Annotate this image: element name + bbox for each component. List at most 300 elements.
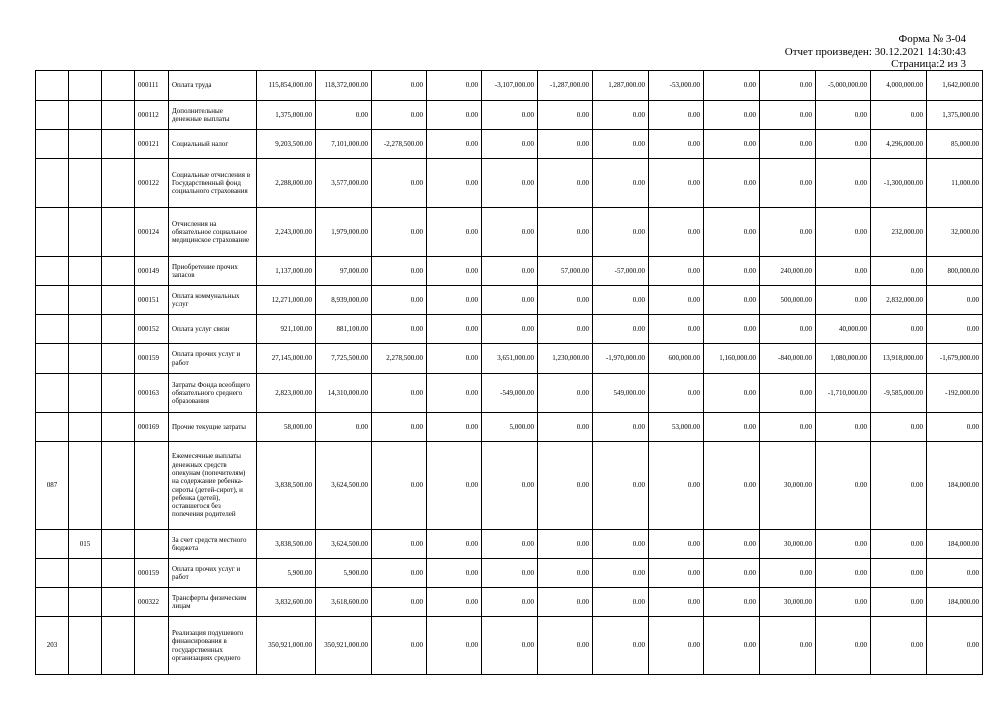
amount-cell: 0.00: [649, 588, 704, 617]
table-row: [36, 208, 983, 257]
amount-cell: 0.00: [538, 208, 593, 257]
amount-cell: 14,310,000.00: [316, 374, 372, 413]
amount-cell: 350,921,000.00: [316, 617, 372, 675]
program-code-cell: [36, 130, 69, 159]
amount-cell: -1,970,000.00: [593, 344, 649, 374]
amount-cell: 3,838,500.00: [257, 442, 316, 530]
amount-cell: 0.00: [372, 617, 427, 675]
amount-cell: 0.00: [593, 588, 649, 617]
amount-cell: -2,278,500.00: [372, 130, 427, 159]
specifics-code-cell: 000322: [135, 588, 169, 617]
amount-cell: 27,145,000.00: [257, 344, 316, 374]
empty-cell: [102, 101, 135, 130]
amount-cell: 0.00: [372, 442, 427, 530]
amount-cell: 0.00: [372, 159, 427, 208]
amount-cell: 1,375,000.00: [927, 101, 983, 130]
amount-cell: 184,000.00: [927, 530, 983, 559]
empty-cell: [102, 208, 135, 257]
amount-cell: 0.00: [816, 130, 871, 159]
amount-cell: 0.00: [816, 442, 871, 530]
amount-cell: 3,624,500.00: [316, 530, 372, 559]
amount-cell: 0.00: [704, 208, 760, 257]
amount-cell: 0.00: [372, 101, 427, 130]
subprogram-code-cell: [69, 617, 102, 675]
amount-cell: 0.00: [538, 559, 593, 588]
amount-cell: 0.00: [704, 374, 760, 413]
amount-cell: 3,832,600.00: [257, 588, 316, 617]
amount-cell: 2,832,000.00: [871, 286, 927, 315]
amount-cell: 1,137,000.00: [257, 257, 316, 286]
amount-cell: 240,000.00: [760, 257, 816, 286]
subprogram-code-cell: [69, 315, 102, 344]
table-row: [36, 442, 983, 530]
amount-cell: 1,979,000.00: [316, 208, 372, 257]
amount-cell: 1,642,000.00: [927, 71, 983, 101]
amount-cell: 118,372,000.00: [316, 71, 372, 101]
amount-cell: 0.00: [927, 559, 983, 588]
empty-cell: [102, 257, 135, 286]
amount-cell: 0.00: [816, 101, 871, 130]
amount-cell: 115,854,000.00: [257, 71, 316, 101]
amount-cell: 0.00: [927, 315, 983, 344]
amount-cell: 184,000.00: [927, 442, 983, 530]
amount-cell: -9,585,000.00: [871, 374, 927, 413]
amount-cell: 0.00: [427, 71, 482, 101]
amount-cell: 0.00: [649, 617, 704, 675]
amount-cell: 0.00: [427, 208, 482, 257]
program-code-cell: [36, 315, 69, 344]
amount-cell: 0.00: [593, 159, 649, 208]
subprogram-code-cell: [69, 442, 102, 530]
specifics-code-cell: 000151: [135, 286, 169, 315]
amount-cell: 11,000.00: [927, 159, 983, 208]
amount-cell: 184,000.00: [927, 588, 983, 617]
amount-cell: 1,160,000.00: [704, 344, 760, 374]
table-row: [36, 413, 983, 442]
item-name-cell: Оплата прочих услуг и работ: [169, 344, 257, 374]
amount-cell: 0.00: [538, 315, 593, 344]
item-name-cell: Оплата коммунальных услуг: [169, 286, 257, 315]
amount-cell: 0.00: [760, 208, 816, 257]
amount-cell: 0.00: [871, 530, 927, 559]
specifics-code-cell: 000121: [135, 130, 169, 159]
amount-cell: 30,000.00: [760, 442, 816, 530]
amount-cell: 0.00: [871, 413, 927, 442]
amount-cell: 0.00: [816, 588, 871, 617]
subprogram-code-cell: [69, 159, 102, 208]
amount-cell: 0.00: [316, 101, 372, 130]
specifics-code-cell: [135, 442, 169, 530]
table-row: [36, 257, 983, 286]
amount-cell: 0.00: [760, 374, 816, 413]
amount-cell: 0.00: [649, 374, 704, 413]
amount-cell: -1,710,000.00: [816, 374, 871, 413]
amount-cell: 4,296,000.00: [871, 130, 927, 159]
amount-cell: 0.00: [871, 588, 927, 617]
amount-cell: 0.00: [427, 130, 482, 159]
amount-cell: 0.00: [816, 208, 871, 257]
amount-cell: 0.00: [372, 315, 427, 344]
amount-cell: 0.00: [760, 159, 816, 208]
amount-cell: 0.00: [372, 588, 427, 617]
amount-cell: 8,939,000.00: [316, 286, 372, 315]
amount-cell: 30,000.00: [760, 530, 816, 559]
specifics-code-cell: [135, 617, 169, 675]
amount-cell: -840,000.00: [760, 344, 816, 374]
program-code-cell: [36, 159, 69, 208]
subprogram-code-cell: [69, 257, 102, 286]
amount-cell: 0.00: [372, 374, 427, 413]
amount-cell: -1,287,000.00: [538, 71, 593, 101]
amount-cell: 0.00: [704, 588, 760, 617]
item-name-cell: Затраты Фонда всеобщего обязательного среднего образования: [169, 374, 257, 413]
specifics-code-cell: [135, 530, 169, 559]
amount-cell: 0.00: [649, 257, 704, 286]
amount-cell: 0.00: [482, 588, 538, 617]
empty-cell: [102, 442, 135, 530]
item-name-cell: За счет средств местного бюджета: [169, 530, 257, 559]
amount-cell: 0.00: [427, 257, 482, 286]
amount-cell: -1,300,000.00: [871, 159, 927, 208]
amount-cell: 32,000.00: [927, 208, 983, 257]
subprogram-code-cell: [69, 559, 102, 588]
item-name-cell: Приобретение прочих запасов: [169, 257, 257, 286]
amount-cell: 0.00: [538, 159, 593, 208]
program-code-cell: [36, 208, 69, 257]
amount-cell: 0.00: [649, 315, 704, 344]
amount-cell: 549,000.00: [593, 374, 649, 413]
amount-cell: 0.00: [482, 315, 538, 344]
program-code-cell: [36, 530, 69, 559]
amount-cell: 0.00: [427, 159, 482, 208]
subprogram-code-cell: [69, 286, 102, 315]
empty-cell: [102, 130, 135, 159]
table-row: [36, 315, 983, 344]
program-code-cell: [36, 588, 69, 617]
amount-cell: 0.00: [816, 286, 871, 315]
amount-cell: 0.00: [760, 617, 816, 675]
amount-cell: 0.00: [427, 374, 482, 413]
amount-cell: 0.00: [593, 130, 649, 159]
amount-cell: -5,000,000.00: [816, 71, 871, 101]
amount-cell: 0.00: [704, 101, 760, 130]
amount-cell: 0.00: [427, 315, 482, 344]
table-row: [36, 617, 983, 675]
table-body: [36, 71, 983, 675]
table-row: [36, 71, 983, 101]
program-code-cell: [36, 257, 69, 286]
amount-cell: 0.00: [760, 559, 816, 588]
specifics-code-cell: 000122: [135, 159, 169, 208]
amount-cell: 0.00: [649, 159, 704, 208]
amount-cell: 0.00: [816, 413, 871, 442]
amount-cell: 0.00: [871, 101, 927, 130]
item-name-cell: Дополнительные денежные выплаты: [169, 101, 257, 130]
amount-cell: 0.00: [593, 286, 649, 315]
item-name-cell: Трансферты физическим лицам: [169, 588, 257, 617]
amount-cell: 58,000.00: [257, 413, 316, 442]
amount-cell: 0.00: [372, 413, 427, 442]
amount-cell: 0.00: [427, 559, 482, 588]
amount-cell: 0.00: [704, 159, 760, 208]
item-name-cell: Оплата услуг связи: [169, 315, 257, 344]
amount-cell: 0.00: [538, 286, 593, 315]
amount-cell: 0.00: [704, 315, 760, 344]
amount-cell: 0.00: [649, 442, 704, 530]
amount-cell: 0.00: [649, 101, 704, 130]
amount-cell: 97,000.00: [316, 257, 372, 286]
amount-cell: 0.00: [927, 286, 983, 315]
empty-cell: [102, 315, 135, 344]
subprogram-code-cell: [69, 413, 102, 442]
amount-cell: 9,203,500.00: [257, 130, 316, 159]
amount-cell: -57,000.00: [593, 257, 649, 286]
item-name-cell: Оплата прочих услуг и работ: [169, 559, 257, 588]
amount-cell: 0.00: [316, 413, 372, 442]
amount-cell: 40,000.00: [816, 315, 871, 344]
amount-cell: 3,838,500.00: [257, 530, 316, 559]
table-row: [36, 588, 983, 617]
subprogram-code-cell: [69, 374, 102, 413]
amount-cell: 0.00: [593, 617, 649, 675]
specifics-code-cell: 000152: [135, 315, 169, 344]
amount-cell: 3,577,000.00: [316, 159, 372, 208]
amount-cell: 0.00: [482, 130, 538, 159]
program-code-cell: [36, 374, 69, 413]
amount-cell: 0.00: [372, 71, 427, 101]
amount-cell: 881,100.00: [316, 315, 372, 344]
amount-cell: 0.00: [871, 442, 927, 530]
amount-cell: 0.00: [372, 286, 427, 315]
amount-cell: 0.00: [649, 130, 704, 159]
amount-cell: 1,230,000.00: [538, 344, 593, 374]
amount-cell: 0.00: [816, 159, 871, 208]
amount-cell: 13,918,000.00: [871, 344, 927, 374]
amount-cell: -3,107,000.00: [482, 71, 538, 101]
program-code-cell: [36, 559, 69, 588]
amount-cell: 500,000.00: [760, 286, 816, 315]
program-code-cell: [36, 286, 69, 315]
amount-cell: 0.00: [593, 559, 649, 588]
budget-table: [35, 70, 983, 675]
amount-cell: 0.00: [482, 286, 538, 315]
amount-cell: 53,000.00: [649, 413, 704, 442]
amount-cell: 2,288,000.00: [257, 159, 316, 208]
empty-cell: [102, 413, 135, 442]
item-name-cell: Социальные отчисления в Государственный фонд социального страхования: [169, 159, 257, 208]
amount-cell: 5,000.00: [482, 413, 538, 442]
amount-cell: 0.00: [871, 257, 927, 286]
table-row: [36, 101, 983, 130]
amount-cell: 2,243,000.00: [257, 208, 316, 257]
program-code-cell: [36, 101, 69, 130]
amount-cell: 0.00: [427, 413, 482, 442]
amount-cell: 0.00: [593, 530, 649, 559]
amount-cell: 0.00: [593, 315, 649, 344]
amount-cell: 3,651,000.00: [482, 344, 538, 374]
amount-cell: 0.00: [427, 101, 482, 130]
table-row: [36, 530, 983, 559]
amount-cell: 0.00: [704, 286, 760, 315]
specifics-code-cell: 000163: [135, 374, 169, 413]
empty-cell: [102, 71, 135, 101]
amount-cell: 0.00: [427, 530, 482, 559]
program-code-cell: 203: [36, 617, 69, 675]
amount-cell: 0.00: [593, 101, 649, 130]
amount-cell: -192,000.00: [927, 374, 983, 413]
amount-cell: 350,921,000.00: [257, 617, 316, 675]
amount-cell: 0.00: [760, 315, 816, 344]
amount-cell: 0.00: [482, 257, 538, 286]
table-row: [36, 344, 983, 374]
amount-cell: 0.00: [538, 442, 593, 530]
amount-cell: 0.00: [760, 71, 816, 101]
empty-cell: [102, 344, 135, 374]
amount-cell: 0.00: [482, 101, 538, 130]
item-name-cell: Отчисления на обязательное социальное медицинское страхование: [169, 208, 257, 257]
program-code-cell: [36, 71, 69, 101]
item-name-cell: Оплата труда: [169, 71, 257, 101]
amount-cell: 0.00: [871, 617, 927, 675]
amount-cell: 0.00: [704, 130, 760, 159]
amount-cell: 0.00: [593, 442, 649, 530]
item-name-cell: Прочие текущие затраты: [169, 413, 257, 442]
amount-cell: 0.00: [704, 442, 760, 530]
empty-cell: [102, 159, 135, 208]
amount-cell: 3,618,600.00: [316, 588, 372, 617]
amount-cell: 0.00: [427, 588, 482, 617]
amount-cell: 12,271,000.00: [257, 286, 316, 315]
amount-cell: 1,287,000.00: [593, 71, 649, 101]
amount-cell: 3,624,500.00: [316, 442, 372, 530]
report-generated: Отчет произведен: 30.12.2021 14:30:43: [784, 45, 966, 58]
amount-cell: 1,375,000.00: [257, 101, 316, 130]
specifics-code-cell: 000111: [135, 71, 169, 101]
table-row: [36, 286, 983, 315]
amount-cell: 5,900.00: [257, 559, 316, 588]
amount-cell: 1,080,000.00: [816, 344, 871, 374]
amount-cell: 0.00: [593, 413, 649, 442]
amount-cell: 0.00: [538, 413, 593, 442]
specifics-code-cell: 000149: [135, 257, 169, 286]
amount-cell: 0.00: [427, 442, 482, 530]
table-row: [36, 159, 983, 208]
subprogram-code-cell: [69, 344, 102, 374]
amount-cell: 0.00: [482, 530, 538, 559]
specifics-code-cell: 000112: [135, 101, 169, 130]
amount-cell: 0.00: [372, 208, 427, 257]
amount-cell: 0.00: [649, 208, 704, 257]
amount-cell: 0.00: [760, 130, 816, 159]
amount-cell: 0.00: [649, 559, 704, 588]
amount-cell: 0.00: [871, 315, 927, 344]
table-row: [36, 374, 983, 413]
table-row: [36, 559, 983, 588]
subprogram-code-cell: [69, 71, 102, 101]
report-header: [785, 33, 966, 71]
amount-cell: 232,000.00: [871, 208, 927, 257]
amount-cell: 0.00: [538, 374, 593, 413]
subprogram-code-cell: 015: [69, 530, 102, 559]
amount-cell: 0.00: [538, 617, 593, 675]
item-name-cell: Ежемесячные выплаты денежных средств опекунам (попечителям) на содержание ребенка-сироты (детей-сирот), и ребенка (детей), оставшегося без попечения родителей: [169, 442, 257, 530]
specifics-code-cell: 000124: [135, 208, 169, 257]
table-row: [36, 130, 983, 159]
specifics-code-cell: 000159: [135, 344, 169, 374]
amount-cell: 0.00: [593, 208, 649, 257]
amount-cell: 2,278,500.00: [372, 344, 427, 374]
empty-cell: [102, 617, 135, 675]
amount-cell: 4,000,000.00: [871, 71, 927, 101]
amount-cell: 0.00: [482, 559, 538, 588]
amount-cell: 57,000.00: [538, 257, 593, 286]
amount-cell: 0.00: [538, 130, 593, 159]
empty-cell: [102, 286, 135, 315]
amount-cell: 0.00: [482, 159, 538, 208]
amount-cell: 0.00: [704, 71, 760, 101]
amount-cell: 0.00: [816, 257, 871, 286]
item-name-cell: Реализация подушевого финансирования в государственных организациях среднего: [169, 617, 257, 675]
amount-cell: 0.00: [372, 530, 427, 559]
amount-cell: 921,100.00: [257, 315, 316, 344]
amount-cell: 0.00: [704, 617, 760, 675]
amount-cell: 0.00: [649, 530, 704, 559]
amount-cell: 0.00: [704, 413, 760, 442]
amount-cell: 0.00: [871, 559, 927, 588]
amount-cell: 0.00: [704, 559, 760, 588]
amount-cell: 0.00: [427, 286, 482, 315]
specifics-code-cell: 000169: [135, 413, 169, 442]
amount-cell: 2,823,000.00: [257, 374, 316, 413]
form-number: Форма № 3-04: [898, 33, 966, 45]
subprogram-code-cell: [69, 208, 102, 257]
amount-cell: 800,000.00: [927, 257, 983, 286]
amount-cell: 600,000.00: [649, 344, 704, 374]
amount-cell: 30,000.00: [760, 588, 816, 617]
amount-cell: 0.00: [538, 101, 593, 130]
amount-cell: 0.00: [372, 559, 427, 588]
amount-cell: 0.00: [816, 617, 871, 675]
empty-cell: [102, 530, 135, 559]
amount-cell: 0.00: [372, 257, 427, 286]
item-name-cell: Социальный налог: [169, 130, 257, 159]
amount-cell: 0.00: [538, 530, 593, 559]
program-code-cell: [36, 344, 69, 374]
amount-cell: 0.00: [649, 286, 704, 315]
amount-cell: 0.00: [482, 617, 538, 675]
subprogram-code-cell: [69, 130, 102, 159]
program-code-cell: 087: [36, 442, 69, 530]
amount-cell: 0.00: [482, 208, 538, 257]
empty-cell: [102, 588, 135, 617]
amount-cell: 0.00: [704, 257, 760, 286]
amount-cell: 0.00: [427, 617, 482, 675]
amount-cell: 0.00: [927, 617, 983, 675]
amount-cell: 0.00: [760, 101, 816, 130]
empty-cell: [102, 559, 135, 588]
page-indicator: Страница:2 из 3: [891, 58, 966, 70]
amount-cell: 0.00: [482, 442, 538, 530]
amount-cell: 85,000.00: [927, 130, 983, 159]
amount-cell: 0.00: [816, 530, 871, 559]
subprogram-code-cell: [69, 101, 102, 130]
amount-cell: 0.00: [704, 530, 760, 559]
amount-cell: -53,000.00: [649, 71, 704, 101]
amount-cell: 0.00: [816, 559, 871, 588]
empty-cell: [102, 374, 135, 413]
amount-cell: -1,679,000.00: [927, 344, 983, 374]
specifics-code-cell: 000159: [135, 559, 169, 588]
